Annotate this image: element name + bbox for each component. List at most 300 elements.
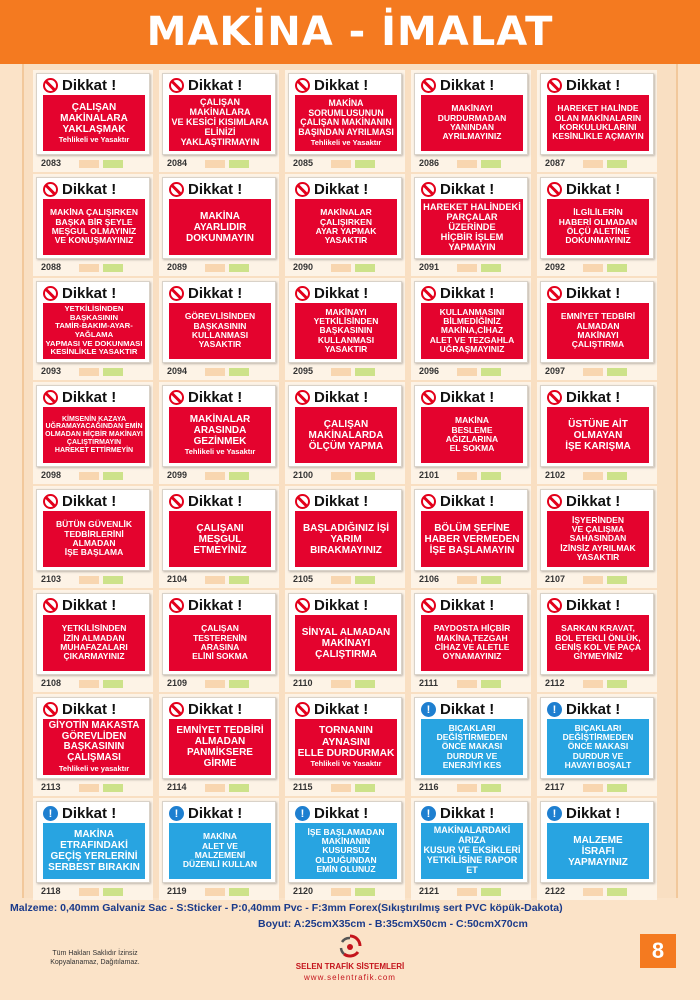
product-code: 2095 [293, 366, 314, 376]
safety-sign [162, 177, 276, 259]
info-icon: ! [421, 806, 436, 821]
sign-card [285, 590, 405, 692]
sign-card [285, 70, 405, 172]
sign-message-panel [547, 615, 649, 671]
sign-subtext: Tehlikeli Ve Yasaktır [310, 759, 382, 769]
product-code: 2120 [293, 886, 314, 896]
sign-subtext: Tehlikeli ve Yasaktır [310, 137, 382, 147]
safety-sign [414, 281, 528, 363]
prohibition-icon [43, 182, 58, 197]
swatch [331, 472, 351, 480]
swatch [229, 368, 249, 376]
sign-message: ÇALIŞAN MAKİNALARA YAKLAŞMAK [60, 101, 128, 135]
swatch [607, 472, 627, 480]
swatch [355, 472, 375, 480]
product-code: 2099 [167, 470, 188, 480]
prohibition-icon [547, 598, 562, 613]
sign-heading-text: Dikkat ! [566, 77, 621, 94]
swatch [79, 888, 99, 896]
sign-message: YETKİLİSİNDEN İZİN ALMADAN MUHAFAZALARI ÇIKARMAYINIZ [60, 623, 128, 662]
safety-sign [288, 73, 402, 155]
sign-heading-text: Dikkat ! [314, 597, 369, 614]
sign-message-panel [169, 823, 271, 879]
size-swatches [457, 160, 501, 168]
product-code: 2118 [41, 886, 61, 896]
sign-heading [295, 493, 395, 510]
sign-message: ÜSTÜNE AİT OLMAYAN İŞE KARIŞMA [565, 418, 631, 452]
product-code: 2092 [545, 262, 566, 272]
sign-message: MAKİNA ALET VE MALZEMENİ DÜZENLİ KULLAN [182, 831, 258, 870]
sign-message: İŞE BAŞLAMADAN MAKİNANIN KUSURSUZ OLDUĞUNDAN EMİN OLUNUZ [307, 826, 385, 875]
sign-message-panel [421, 511, 523, 567]
product-code: 2100 [293, 470, 314, 480]
sign-subtext: Tehlikeli ve yasaktır [58, 763, 130, 773]
swatch [607, 784, 627, 792]
sign-heading [169, 493, 269, 510]
swatch [457, 680, 477, 688]
sign-card [411, 278, 531, 380]
product-code: 2084 [167, 158, 188, 168]
sign-card [411, 174, 531, 276]
size-swatches [79, 784, 123, 792]
sign-message: MAKİNA ETRAFINDAKİ GEÇİŞ YERLERİNİ SERBEST BIRAKIN [48, 829, 140, 873]
sign-heading-text: Dikkat ! [440, 493, 495, 510]
sign-heading-text: Dikkat ! [188, 701, 243, 718]
sign-heading [421, 389, 521, 406]
sign-heading [295, 389, 395, 406]
size-swatches [457, 888, 501, 896]
product-code: 2121 [419, 886, 440, 896]
swatch [331, 576, 351, 584]
sign-message: MAKİNALAR ARASINDA GEZİNMEK [189, 413, 251, 447]
swatch [355, 680, 375, 688]
safety-sign [36, 385, 150, 467]
sign-heading [421, 77, 521, 94]
sign-card [159, 798, 279, 900]
swatch [205, 264, 225, 272]
swatch [229, 888, 249, 896]
sign-heading-text: Dikkat ! [188, 77, 243, 94]
sign-heading-text: Dikkat ! [62, 701, 117, 718]
sign-card [537, 694, 657, 796]
sign-heading [295, 181, 395, 198]
sign-card [411, 486, 531, 588]
size-swatches [79, 264, 123, 272]
sign-message: KİMSENİN KAZAYA UĞRAMAYACAĞINDAN EMİN OLMADAN HİÇBİR MAKİNAYI ÇALIŞTIRMAYIN HAREKET ETTİRMEYİN [45, 415, 143, 454]
swatch [331, 160, 351, 168]
swatch [457, 368, 477, 376]
safety-sign [288, 697, 402, 779]
sign-message-panel [169, 199, 271, 255]
prohibition-icon [421, 182, 436, 197]
prohibition-icon [169, 390, 184, 405]
safety-sign [414, 697, 528, 779]
size-swatches [457, 368, 501, 376]
product-code: 2106 [419, 574, 440, 584]
swatch [331, 368, 351, 376]
safety-sign [540, 801, 654, 883]
sign-heading [547, 181, 647, 198]
sign-message-panel [547, 303, 649, 359]
page-number: 8 [640, 934, 676, 968]
sign-heading-text: Dikkat ! [62, 77, 117, 94]
sign-heading-text: Dikkat ! [314, 181, 369, 198]
swatch [331, 680, 351, 688]
size-swatches [79, 680, 123, 688]
sign-heading-text: Dikkat ! [440, 805, 495, 822]
swatch [229, 784, 249, 792]
product-code: 2096 [419, 366, 440, 376]
sign-message: MAKİNA AYARLIDIR DOKUNMAYIN [186, 210, 254, 244]
sign-message: İŞYERİNDEN VE ÇALIŞMA SAHASINDAN İZİNSİZ AYRILMAK YASAKTIR [560, 514, 636, 563]
sign-card [411, 382, 531, 484]
size-swatches [205, 472, 249, 480]
product-code: 2104 [167, 574, 188, 584]
size-swatches [583, 888, 627, 896]
size-swatches [331, 680, 375, 688]
sign-card [285, 694, 405, 796]
swatch [79, 784, 99, 792]
product-code: 2110 [293, 678, 313, 688]
prohibition-icon [169, 494, 184, 509]
swatch [229, 576, 249, 584]
sign-message-panel [295, 511, 397, 567]
safety-sign [162, 385, 276, 467]
sign-heading-text: Dikkat ! [62, 805, 117, 822]
sign-message: KULLANMASINI BİLMEDİĞİNİZ MAKİNA,CİHAZ ALET VE TEZGAHLA UĞRAŞMAYINIZ [429, 306, 515, 355]
product-code: 2119 [167, 886, 187, 896]
safety-sign [162, 281, 276, 363]
sign-message: EMNİYET TEDBİRİ ALMADAN PANMİKSERE GİRME [176, 725, 264, 769]
prohibition-icon [547, 78, 562, 93]
sign-message: MAKİNA BESLEME AĞIZLARINA EL SOKMA [445, 415, 499, 454]
sign-message: ÇALIŞAN TESTERENİN ARASINA ELİNİ SOKMA [192, 623, 248, 662]
sign-card [537, 278, 657, 380]
sign-card [285, 798, 405, 900]
sign-card [33, 382, 153, 484]
sign-message-panel [295, 823, 397, 879]
sign-card [33, 486, 153, 588]
prohibition-icon [169, 598, 184, 613]
sign-message: GİYOTİN MAKASTA GÖREVLİDEN BAŞKASININ ÇALIŞMASI [48, 719, 140, 764]
swatch [583, 680, 603, 688]
prohibition-icon [169, 182, 184, 197]
product-code: 2094 [167, 366, 188, 376]
sign-heading-text: Dikkat ! [566, 701, 621, 718]
sign-heading-text: Dikkat ! [314, 389, 369, 406]
safety-sign [162, 593, 276, 675]
swatch [583, 576, 603, 584]
sign-message: MAKİNA ÇALIŞIRKEN BAŞKA BİR ŞEYLE MEŞGUL OLMAYINIZ VE KONUŞMAYINIZ [50, 207, 138, 246]
swatch [481, 888, 501, 896]
sign-message-panel [295, 95, 397, 151]
info-icon: ! [43, 806, 58, 821]
sign-heading [169, 77, 269, 94]
product-code: 2085 [293, 158, 314, 168]
sign-message-panel [169, 615, 271, 671]
safety-sign [288, 593, 402, 675]
size-swatches [79, 576, 123, 584]
sign-message-panel [43, 719, 145, 775]
prohibition-icon [295, 494, 310, 509]
sign-heading-text: Dikkat ! [314, 285, 369, 302]
sign-heading-text: Dikkat ! [314, 493, 369, 510]
product-code: 2093 [41, 366, 62, 376]
swatch [583, 368, 603, 376]
swatch [79, 264, 99, 272]
sign-heading [43, 701, 143, 718]
swatch [229, 680, 249, 688]
product-code: 2117 [545, 782, 565, 792]
safety-sign [414, 593, 528, 675]
sign-card [411, 590, 531, 692]
sign-message: BIÇAKLARI DEĞİŞTİRMEDEN ÖNCE MAKASI DURDUR VE ENERJİYİ KES [436, 722, 508, 771]
product-code: 2112 [545, 678, 565, 688]
safety-sign [540, 385, 654, 467]
swatch [457, 888, 477, 896]
sign-subtext: Tehlikeli ve Yasaktır [184, 446, 256, 456]
sign-card [537, 486, 657, 588]
sign-card [411, 694, 531, 796]
sign-heading [43, 389, 143, 406]
size-swatches [205, 264, 249, 272]
size-swatches [331, 160, 375, 168]
product-code: 2090 [293, 262, 314, 272]
prohibition-icon [43, 78, 58, 93]
safety-sign [36, 489, 150, 571]
sign-heading [43, 805, 143, 822]
safety-sign [540, 489, 654, 571]
sign-heading-text: Dikkat ! [188, 181, 243, 198]
sign-heading [169, 181, 269, 198]
size-swatches [331, 472, 375, 480]
size-swatches [457, 680, 501, 688]
safety-sign [414, 73, 528, 155]
size-swatches [205, 368, 249, 376]
swatch [229, 160, 249, 168]
sign-message: BÖLÜM ŞEFİNE HABER VERMEDEN İŞE BAŞLAMAYIN [424, 522, 520, 556]
sign-message-panel [421, 95, 523, 151]
sign-message: MAKİNAYI DURDURMADAN YANINDAN AYRILMAYINIZ [437, 103, 507, 142]
sign-message-panel [421, 407, 523, 463]
swatch [103, 680, 123, 688]
size-swatches [331, 576, 375, 584]
swatch [457, 160, 477, 168]
size-swatches [205, 888, 249, 896]
prohibition-icon [421, 390, 436, 405]
sign-card [159, 382, 279, 484]
size-swatches [583, 472, 627, 480]
prohibition-icon [43, 286, 58, 301]
safety-sign [414, 801, 528, 883]
company-website: www.selentrafik.com [304, 973, 396, 982]
sign-heading-text: Dikkat ! [566, 805, 621, 822]
swatch [205, 680, 225, 688]
sign-card [33, 174, 153, 276]
safety-sign [414, 177, 528, 259]
sign-heading-text: Dikkat ! [440, 597, 495, 614]
sign-message-panel [43, 823, 145, 879]
swatch [481, 576, 501, 584]
sign-message: BAŞLADIĞINIZ İŞİ YARIM BIRAKMAYINIZ [302, 522, 390, 556]
safety-sign [288, 177, 402, 259]
page-header [0, 0, 700, 64]
swatch [331, 784, 351, 792]
swatch [481, 160, 501, 168]
sign-card [159, 174, 279, 276]
swatch [103, 784, 123, 792]
swatch [79, 680, 99, 688]
sign-heading [43, 285, 143, 302]
safety-sign [36, 177, 150, 259]
product-code: 2107 [545, 574, 566, 584]
sign-message: MAKİNALARDAKİ ARIZA KUSUR VE EKSİKLERİ YETKİLİSİNE RAPOR ET [423, 825, 521, 875]
sign-heading [421, 805, 521, 822]
swatch [355, 784, 375, 792]
swatch [607, 368, 627, 376]
swatch [103, 368, 123, 376]
sign-card [285, 382, 405, 484]
size-swatches [583, 784, 627, 792]
info-icon: ! [547, 702, 562, 717]
sign-heading [421, 181, 521, 198]
product-code: 2097 [545, 366, 566, 376]
sign-card [411, 798, 531, 900]
swatch [229, 264, 249, 272]
size-swatches [457, 784, 501, 792]
sign-heading-text: Dikkat ! [62, 285, 117, 302]
size-swatches [331, 368, 375, 376]
sign-message-panel [421, 615, 523, 671]
sign-heading [421, 597, 521, 614]
prohibition-icon [43, 598, 58, 613]
sign-heading [421, 701, 521, 718]
sign-heading [547, 597, 647, 614]
sign-heading [421, 493, 521, 510]
sign-message-panel [547, 95, 649, 151]
sign-heading-text: Dikkat ! [188, 597, 243, 614]
swatch [607, 576, 627, 584]
sign-heading-text: Dikkat ! [314, 701, 369, 718]
sign-heading-text: Dikkat ! [566, 493, 621, 510]
swatch [205, 888, 225, 896]
sign-heading [547, 285, 647, 302]
swatch [583, 888, 603, 896]
safety-sign [540, 281, 654, 363]
sign-heading [169, 701, 269, 718]
prohibition-icon [421, 286, 436, 301]
swatch [457, 576, 477, 584]
prohibition-icon [295, 702, 310, 717]
sign-message-panel [547, 511, 649, 567]
product-code: 2111 [419, 678, 439, 688]
swatch [481, 368, 501, 376]
swatch [79, 160, 99, 168]
sign-heading-text: Dikkat ! [188, 493, 243, 510]
size-swatches [205, 680, 249, 688]
sign-card [33, 278, 153, 380]
swatch [103, 264, 123, 272]
sign-heading [169, 805, 269, 822]
size-swatches [583, 680, 627, 688]
sign-heading [295, 77, 395, 94]
swatch [205, 368, 225, 376]
sign-message-panel [169, 407, 271, 463]
product-code: 2083 [41, 158, 62, 168]
sign-heading [43, 493, 143, 510]
swatch [583, 784, 603, 792]
safety-sign [162, 801, 276, 883]
size-swatches [205, 576, 249, 584]
safety-sign [540, 697, 654, 779]
sign-message: BÜTÜN GÜVENLİK TEDBİRLERİNİ ALMADAN İŞE BAŞLAMA [55, 519, 133, 558]
sign-heading-text: Dikkat ! [566, 285, 621, 302]
sign-card [537, 174, 657, 276]
swatch [355, 368, 375, 376]
sign-card [159, 486, 279, 588]
sign-message: MALZEME İSRAFI YAPMAYINIZ [568, 834, 628, 868]
swatch [103, 888, 123, 896]
sign-message: SİNYAL ALMADAN MAKİNAYI ÇALIŞTIRMA [301, 626, 391, 660]
sign-message: BIÇAKLARI DEĞİŞTİRMEDEN ÖNCE MAKASI DURDUR VE HAVAYI BOŞALT [562, 722, 634, 771]
sign-heading [295, 285, 395, 302]
swatch [205, 160, 225, 168]
swatch [583, 160, 603, 168]
size-info: Boyut: A:25cmX35cm - B:35cmX50cm - C:50cmX70cm [258, 918, 528, 930]
sign-message: TORNANIN AYNASINI ELLE DURDURMAK [297, 725, 395, 759]
sign-card [411, 70, 531, 172]
sign-heading [547, 389, 647, 406]
prohibition-icon [547, 390, 562, 405]
size-swatches [457, 472, 501, 480]
info-icon: ! [547, 806, 562, 821]
sign-message-panel [43, 303, 145, 359]
product-code: 2091 [419, 262, 440, 272]
sign-heading-text: Dikkat ! [440, 285, 495, 302]
sign-message-panel [421, 719, 523, 775]
info-icon: ! [421, 702, 436, 717]
sign-heading-text: Dikkat ! [188, 389, 243, 406]
sign-message-panel [295, 407, 397, 463]
sign-message-panel [547, 407, 649, 463]
sign-heading-text: Dikkat ! [62, 181, 117, 198]
swatch [607, 264, 627, 272]
size-swatches [205, 784, 249, 792]
size-swatches [583, 576, 627, 584]
sign-card [537, 382, 657, 484]
sign-message-panel [421, 199, 523, 255]
prohibition-icon [547, 494, 562, 509]
swatch [583, 264, 603, 272]
swatch [355, 576, 375, 584]
sign-message: ÇALIŞAN MAKİNALARDA ÖLÇÜM YAPMA [308, 418, 384, 452]
sign-heading [43, 77, 143, 94]
sign-heading [43, 181, 143, 198]
swatch [607, 680, 627, 688]
sign-card [537, 70, 657, 172]
size-swatches [79, 160, 123, 168]
product-code: 2103 [41, 574, 62, 584]
swatch [229, 472, 249, 480]
swatch [355, 160, 375, 168]
sign-message: HAREKET HALİNDEKİ PARÇALAR ÜZERİNDE HİÇBİR İŞLEM YAPMAYIN [423, 201, 521, 253]
swatch [355, 888, 375, 896]
sign-message-panel [295, 719, 397, 775]
sign-heading [43, 597, 143, 614]
sign-heading-text: Dikkat ! [566, 181, 621, 198]
sign-card [33, 590, 153, 692]
product-code: 2122 [545, 886, 566, 896]
